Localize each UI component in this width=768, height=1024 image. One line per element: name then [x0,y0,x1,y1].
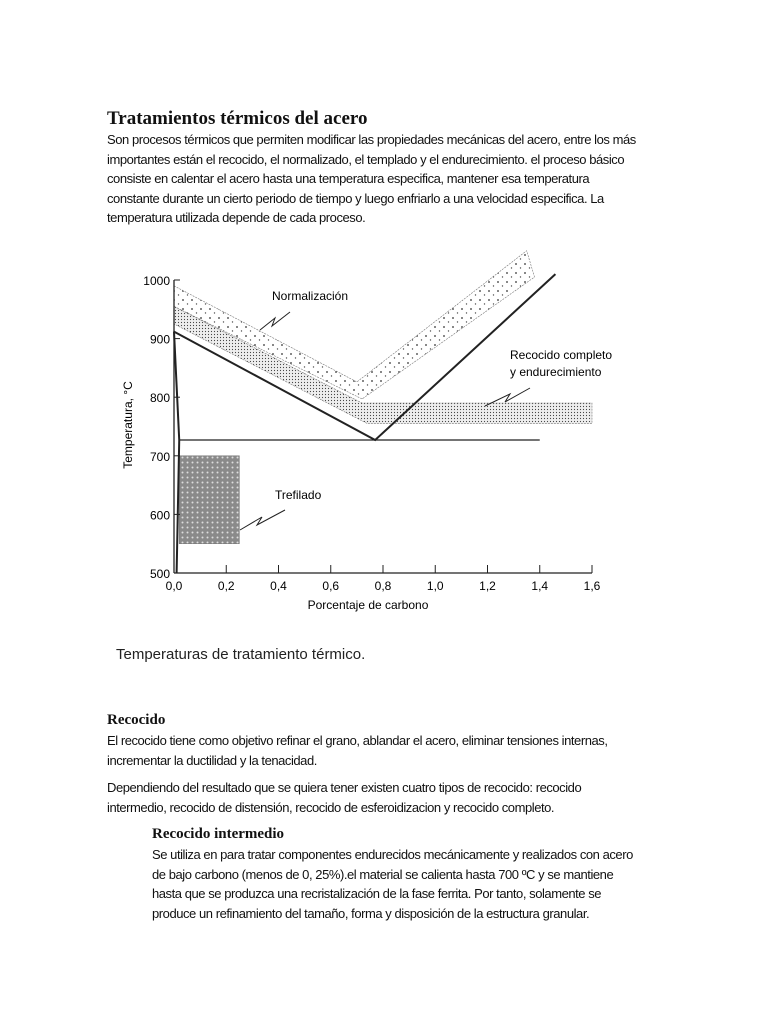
text-line: intermedio, recocido de distensión, recocido de esferoidizacion y recocido completo. [107,799,555,815]
y-tick-label: 500 [149,567,170,581]
y-tick-label: 900 [149,332,170,347]
x-axis-label: Porcentaje de carbono [307,598,429,612]
x-tick-label: 0,8 [374,579,392,593]
y-tick-label: 600 [149,508,170,523]
text-line: de bajo carbono (menos de 0, 25%).el material se calienta hasta 700 ºC y se mantiene [152,866,614,882]
y-tick-label: 700 [149,449,170,464]
series-ferrite-solvus [174,332,179,573]
text-line: temperatura utilizada depende de cada proceso. [107,210,366,226]
text-line: hasta que se produzca una recristalización de la fase ferrita. Por tanto, solamente se [152,886,602,902]
x-tick-label: 1,2 [479,579,496,593]
region-trefilado [179,456,239,544]
arrow-normalizacion [260,312,290,330]
x-tick-label: 1,6 [583,579,601,593]
y-axis-label: Temperatura, °C [121,381,135,469]
section-heading-recocido: Recocido [107,712,166,728]
text-line: constante durante un cierto periodo de tiempo y luego enfriarlo a una velocidad especifica. La [107,190,604,206]
text-line: El recocido tiene como objetivo refinar el grano, ablandar el acero, eliminar tensiones internas, [107,733,608,748]
y-tick-label: 800 [149,391,170,406]
y-tick-label: 1000 [143,274,170,288]
recocido-paragraph-1 [107,731,607,770]
intermedio-paragraph [152,845,633,923]
x-tick-label: 0,6 [322,579,340,593]
page-title: Tratamientos térmicos del acero [107,108,368,129]
text-line: Son procesos térmicos que permiten modificar las propiedades mecánicas del acero, entre los más [107,132,636,147]
text-line: Se utiliza en para tratar componentes endurecidos mecánicamente y realizados con acero [152,847,633,862]
x-tick-label: 0,4 [270,579,287,593]
x-tick-label: 1,0 [426,579,444,593]
annotation-normalizacion: Normalización [272,289,349,303]
text-line: Dependiendo del resultado que se quiera tener existen cuatro tipos de recocido: recocido [107,780,582,795]
annotation-trefilado: Trefilado [275,488,322,502]
annotation-recocido-2: y endurecimiento [510,365,602,379]
text-line: produce un refinamiento del tamaño, forma y disposición de la estructura granular. [152,905,590,921]
x-tick-label: 1,4 [531,579,549,593]
text-line: consiste en calentar el acero hasta una temperatura especifica, mantener esa temperatura [107,171,590,187]
x-tick-label: 0,0 [165,579,183,593]
region-normalizaci-n [174,251,535,399]
text-line: incrementar la ductilidad y la tenacidad. [107,752,317,768]
annotation-recocido: Recocido completo [510,348,613,362]
section-heading-recocido-intermedio: Recocido intermedio [152,826,285,842]
recocido-paragraph-2 [107,778,581,817]
text-line: importantes están el recocido, el normalizado, el templado y el endurecimiento. el proceso básico [107,151,625,167]
x-tick-label: 0,2 [217,579,235,593]
arrow-trefilado [240,510,285,530]
figure-caption: Temperaturas de tratamiento térmico. [116,646,366,663]
